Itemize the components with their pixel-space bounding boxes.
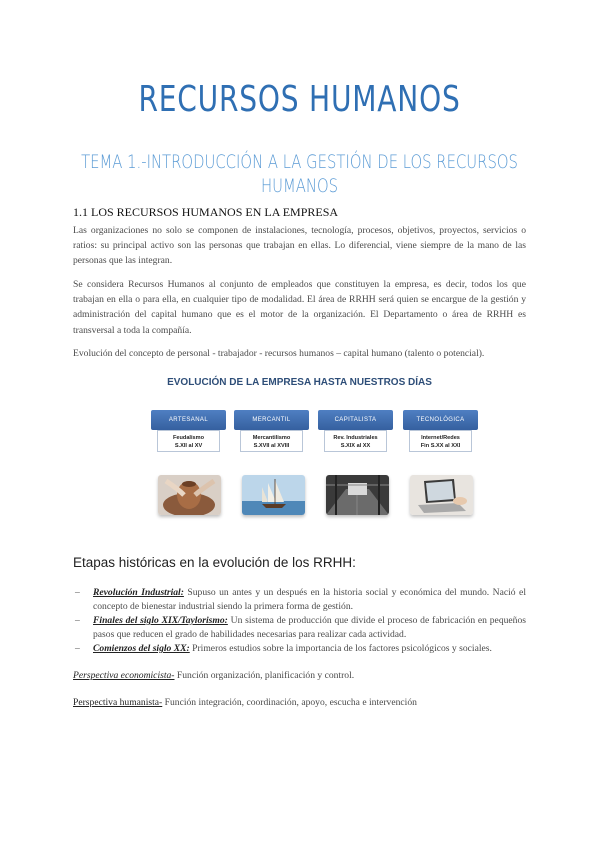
sailing-ship-photo — [242, 475, 305, 515]
paragraph-3: Evolución del concepto de personal - trabajador - recursos humanos – capital humano (talento o potencial). — [73, 348, 485, 359]
dash-bullet-icon: – — [75, 587, 80, 598]
etapas-heading: Etapas históricas en la evolución de los RRHH: — [73, 555, 356, 570]
dash-bullet-icon: – — [75, 615, 80, 626]
era-line1: Feudalismo — [172, 435, 205, 441]
list-item-term: Finales del siglo XIX/Taylorismo: — [93, 615, 228, 626]
perspectiva-term: Perspectiva economicista- — [73, 670, 175, 681]
list-item-text: Primeros estudios sobre la importancia de los factores psicológicos y sociales. — [189, 643, 492, 654]
page-subtitle: TEMA 1.-INTRODUCCIÓN A LA GESTIÓN DE LOS RECURSOS HUMANOS — [81, 151, 518, 197]
paragraph-1: Las organizaciones no solo se componen de instalaciones, tecnología, procesos, objetivos, proyectos, servicios o ratios: su principal activo son las personas que trabajan en ellas. Lo diferencial, viene siempre de la mano de las personas que las integran. — [73, 225, 526, 267]
era-line1: Internet/Redes — [421, 435, 460, 441]
era-box-capitalista — [324, 430, 387, 452]
perspectiva-economicista — [73, 670, 354, 681]
list-item-term: Comienzos del siglo XX: — [93, 643, 190, 654]
era-line1: Rev. Industriales — [333, 435, 378, 441]
perspectiva-text: Función organización, planificación y control. — [174, 670, 355, 681]
era-tab-capitalista: CAPITALISTA — [318, 410, 393, 430]
era-tab-artesanal: ARTESANAL — [151, 410, 226, 430]
era-box-artesanal — [157, 430, 220, 452]
dash-bullet-icon: – — [75, 643, 80, 654]
perspectiva-text: Función integración, coordinación, apoyo, escucha e intervención — [162, 697, 417, 708]
laptop-photo — [410, 475, 473, 515]
infographic-title: EVOLUCIÓN DE LA EMPRESA HASTA NUESTROS DÍAS — [167, 377, 432, 388]
era-box-mercantil — [240, 430, 303, 452]
list-item-term: Revolución Industrial: — [93, 587, 184, 598]
era-box-tecnologica — [409, 430, 472, 452]
era-line2: Fin S.XX al XXI — [420, 443, 461, 449]
era-tab-tecnologica: TECNOLÓGICA — [403, 410, 478, 430]
perspectiva-humanista — [73, 697, 417, 708]
section-heading: 1.1 LOS RECURSOS HUMANOS EN LA EMPRESA — [73, 205, 339, 219]
era-line2: S.XII al XV — [174, 443, 203, 449]
list-item — [75, 642, 526, 656]
page-title: RECURSOS HUMANOS — [138, 79, 461, 120]
era-line2: S.XIX al XX — [340, 443, 371, 449]
list-item-text: Un sistema de producción que divide el proceso de fabricación en pequeños pasos que reducen el grado de habilidades necesarias para realizar cada actividad. — [93, 615, 526, 640]
list-item — [75, 586, 526, 614]
era-tab-mercantil: MERCANTIL — [234, 410, 309, 430]
perspectiva-term: Perspectiva humanista- — [73, 697, 163, 708]
paragraph-2: Se considera Recursos Humanos al conjunto de empleados que constituyen la empresa, es decir, todos los que trabajan en ella o para ella, en cualquier tipo de modalidad. El área de RRHH será quien se encargue de la gestión y administración del capital humano que es el motor de la organización. El Departamento o área de RRHH es transversal a toda la compañía. — [73, 279, 526, 336]
era-line2: S.XVII al XVIII — [253, 443, 290, 449]
era-line1: Mercantilismo — [252, 435, 291, 441]
list-item-text: Supuso un antes y un después en la historia social y económica del mundo. Nació el concepto de bienestar industrial siendo la primera forma de gestión. — [93, 587, 526, 612]
list-item — [75, 614, 526, 642]
artisan-pottery-photo — [158, 475, 221, 515]
factory-photo — [326, 475, 389, 515]
